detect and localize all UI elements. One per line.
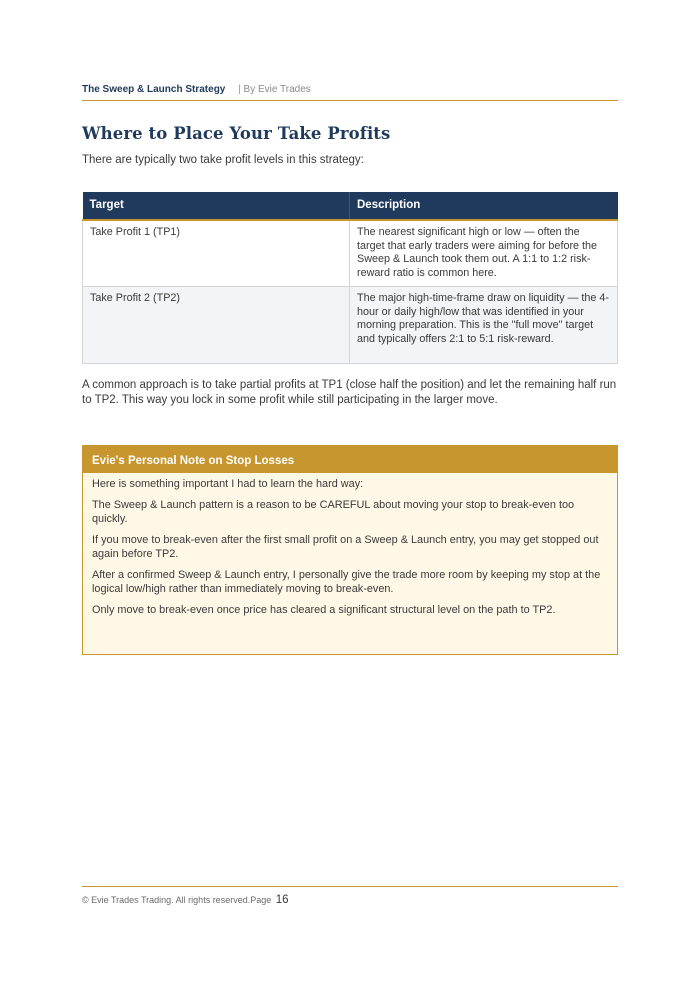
callout-paragraph: The Sweep & Launch pattern is a reason to be CAREFUL about moving your stop to break-even too quickly. [92,499,575,525]
callout-title: Evie's Personal Note on Stop Losses [83,446,617,473]
footer-copyright: © Evie Trades Trading. All rights reserved. [82,895,251,905]
footer-page-number: 16 [275,894,289,906]
callout-paragraph: If you move to break-even after the first small profit on a Sweep & Launch entry, you may get stopped out again before TP2. [92,534,599,560]
table-cell-target: Take Profit 2 (TP2) [83,286,350,363]
table-header-row [83,192,618,220]
table-header-description: Description [350,192,618,220]
header-document-title: The Sweep & Launch Strategy [82,84,226,95]
table-row [83,220,618,286]
footer-page-label: Page [250,895,272,905]
callout-body [83,473,617,617]
running-header [82,84,618,101]
table-cell-description: The nearest significant high or low — often the target that early traders were aiming for before the Sweep & Launch took them out. A 1:1 to 1:2 risk-reward ratio is common here. [350,220,618,286]
table-cell-description: The major high-time-frame draw on liquidity — the 4-hour or daily high/low that was identified in your morning preparation. This is the "full move" target and typically offers 2:1 to 5:1 risk-reward. [350,286,618,363]
personal-note-callout [82,445,618,655]
partial-profit-paragraph: A common approach is to take partial profits at TP1 (close half the position) and let the remaining half run to TP2. This way you lock in some profit while still participating in the larger move. [82,379,617,406]
take-profit-table [82,192,618,364]
page-footer [82,886,618,906]
callout-paragraph: Only move to break-even once price has cleared a significant structural level on the path to TP2. [92,604,556,616]
table-row [83,286,618,363]
header-author: By Evie Trades [243,84,311,95]
table-cell-target: Take Profit 1 (TP1) [83,220,350,286]
callout-paragraph: After a confirmed Sweep & Launch entry, I personally give the trade more room by keeping my stop at the logical low/high rather than immediately moving to break-even. [92,569,601,595]
table-header-target: Target [83,192,350,220]
callout-paragraph: Here is something important I had to learn the hard way: [92,478,364,490]
section-heading: Where to Place Your Take Profits [82,124,391,143]
intro-paragraph: There are typically two take profit levels in this strategy: [82,154,364,166]
header-separator: | [238,84,241,95]
